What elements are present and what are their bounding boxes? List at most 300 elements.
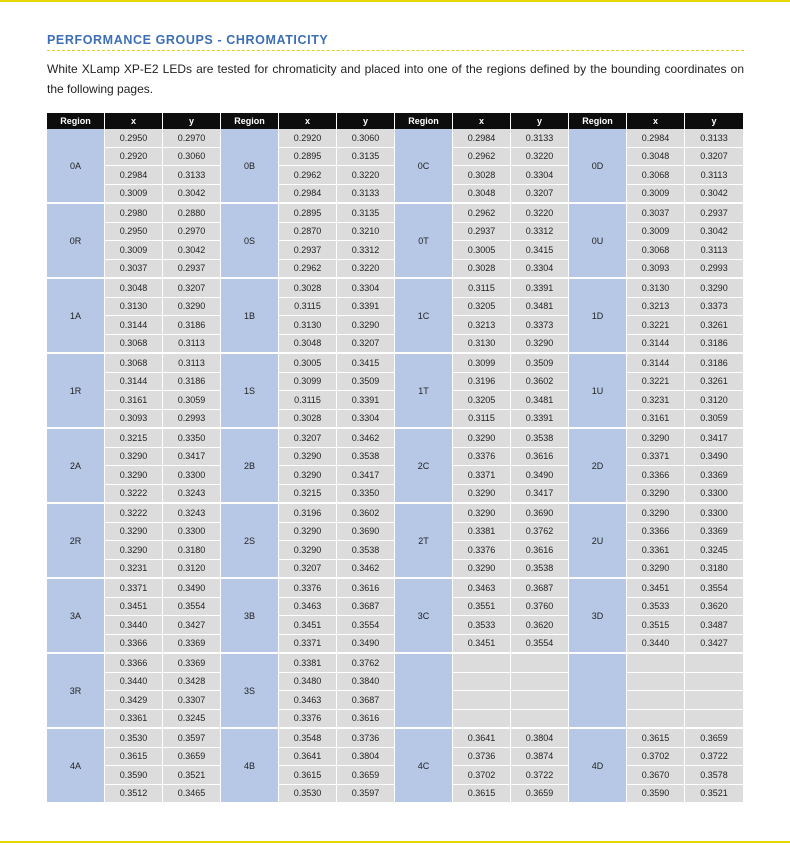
- y-value-cell: 0.3207: [685, 148, 744, 167]
- y-value-cell: 0.3290: [685, 279, 744, 298]
- y-value-cell: 0.3804: [511, 729, 569, 748]
- region-cell: 2U: [569, 504, 627, 579]
- x-value-cell: 0.2870: [279, 223, 337, 242]
- x-value-cell: 0.3366: [627, 466, 685, 485]
- y-value-cell: 0.3120: [163, 560, 221, 580]
- y-value-cell: 0.3602: [337, 504, 395, 523]
- x-value-cell: 0.3530: [105, 729, 163, 748]
- y-value-cell: 0.3312: [337, 241, 395, 260]
- y-value-cell: 0.3307: [163, 691, 221, 710]
- y-value-cell: 0.3135: [337, 204, 395, 223]
- x-value-cell: 0.3222: [105, 504, 163, 523]
- y-value-cell: 0.3133: [163, 166, 221, 185]
- x-value-cell: 0.3207: [279, 560, 337, 580]
- x-value-cell: 0.3068: [105, 354, 163, 373]
- y-value-cell: 0.3113: [163, 335, 221, 355]
- x-value-cell: [627, 710, 685, 730]
- x-value-cell: 0.3533: [453, 616, 511, 635]
- title-divider: [47, 50, 744, 51]
- x-value-cell: 0.3615: [105, 748, 163, 767]
- x-value-cell: 0.3290: [453, 485, 511, 505]
- x-value-cell: 0.3037: [105, 260, 163, 280]
- x-value-cell: 0.3215: [279, 485, 337, 505]
- region-cell: 2D: [569, 429, 627, 504]
- x-value-cell: 0.2962: [453, 204, 511, 223]
- y-value-cell: 0.2937: [685, 204, 744, 223]
- x-value-cell: 0.3130: [453, 335, 511, 355]
- y-value-cell: 0.3538: [511, 560, 569, 580]
- x-value-cell: 0.3144: [105, 373, 163, 392]
- y-value-cell: 0.3120: [685, 391, 744, 410]
- x-value-cell: 0.3048: [627, 148, 685, 167]
- x-value-cell: [453, 673, 511, 692]
- y-value-cell: 0.3659: [337, 766, 395, 785]
- y-value-cell: 0.3490: [337, 635, 395, 655]
- y-value-cell: 0.3616: [511, 541, 569, 560]
- y-value-cell: 0.3620: [511, 616, 569, 635]
- x-value-cell: 0.3009: [105, 241, 163, 260]
- y-header: y: [511, 113, 569, 129]
- y-value-cell: 0.3417: [337, 466, 395, 485]
- region-cell: 0R: [47, 204, 105, 279]
- region-cell: 1D: [569, 279, 627, 354]
- bottom-rule: [0, 841, 790, 843]
- y-value-cell: 0.3616: [511, 448, 569, 467]
- y-value-cell: 0.3462: [337, 560, 395, 580]
- y-header: y: [685, 113, 744, 129]
- y-value-cell: 0.2993: [685, 260, 744, 280]
- region-cell: 2C: [395, 429, 453, 504]
- table-row: [47, 204, 744, 223]
- y-value-cell: 0.3180: [163, 541, 221, 560]
- y-value-cell: 0.2970: [163, 129, 221, 148]
- y-value-cell: 0.3180: [685, 560, 744, 580]
- y-value-cell: 0.3042: [685, 223, 744, 242]
- y-value-cell: 0.3538: [511, 429, 569, 448]
- x-value-cell: 0.3231: [105, 560, 163, 580]
- y-value-cell: 0.2880: [163, 204, 221, 223]
- y-value-cell: 0.3060: [163, 148, 221, 167]
- region-cell: 3R: [47, 654, 105, 729]
- y-value-cell: 0.3135: [337, 148, 395, 167]
- y-value-cell: 0.3369: [685, 523, 744, 542]
- x-value-cell: 0.3615: [453, 785, 511, 805]
- y-value-cell: 0.3554: [685, 579, 744, 598]
- x-value-cell: 0.3371: [453, 466, 511, 485]
- y-value-cell: 0.3391: [337, 298, 395, 317]
- x-value-cell: 0.3290: [105, 541, 163, 560]
- x-value-cell: 0.3221: [627, 316, 685, 335]
- y-value-cell: 0.3554: [511, 635, 569, 655]
- y-value-cell: 0.3417: [163, 448, 221, 467]
- x-value-cell: 0.3205: [453, 298, 511, 317]
- region-cell: 0A: [47, 129, 105, 204]
- x-value-cell: 0.2950: [105, 129, 163, 148]
- y-value-cell: [511, 691, 569, 710]
- y-value-cell: 0.3554: [337, 616, 395, 635]
- x-value-cell: 0.3451: [453, 635, 511, 655]
- region-cell: 4C: [395, 729, 453, 804]
- x-value-cell: 0.2937: [453, 223, 511, 242]
- x-value-cell: 0.2984: [453, 129, 511, 148]
- y-header: y: [337, 113, 395, 129]
- table-row: [47, 579, 744, 598]
- x-value-cell: 0.3130: [105, 298, 163, 317]
- region-cell: 2S: [221, 504, 279, 579]
- y-value-cell: 0.2970: [163, 223, 221, 242]
- y-value-cell: 0.3554: [163, 598, 221, 617]
- region-cell: 0U: [569, 204, 627, 279]
- y-value-cell: 0.3186: [685, 354, 744, 373]
- y-value-cell: 0.3042: [685, 185, 744, 205]
- x-value-cell: 0.3451: [105, 598, 163, 617]
- x-value-cell: 0.3290: [627, 560, 685, 580]
- y-value-cell: 0.3245: [163, 710, 221, 730]
- y-value-cell: [511, 673, 569, 692]
- y-value-cell: 0.3840: [337, 673, 395, 692]
- y-value-cell: 0.3300: [685, 485, 744, 505]
- x-value-cell: 0.3028: [279, 279, 337, 298]
- y-value-cell: 0.3186: [163, 373, 221, 392]
- region-cell: 3A: [47, 579, 105, 654]
- region-cell: 4B: [221, 729, 279, 804]
- x-value-cell: 0.2937: [279, 241, 337, 260]
- y-value-cell: 0.3391: [337, 391, 395, 410]
- x-value-cell: 0.3099: [279, 373, 337, 392]
- x-value-cell: 0.2920: [105, 148, 163, 167]
- region-cell: [395, 654, 453, 729]
- table-row: [47, 354, 744, 373]
- y-value-cell: 0.3243: [163, 485, 221, 505]
- region-cell: 1S: [221, 354, 279, 429]
- y-value-cell: 0.3042: [163, 185, 221, 205]
- x-value-cell: 0.3161: [627, 410, 685, 430]
- x-value-cell: 0.3115: [453, 410, 511, 430]
- x-value-cell: 0.2984: [105, 166, 163, 185]
- y-value-cell: 0.3369: [163, 635, 221, 655]
- y-value-cell: 0.3762: [337, 654, 395, 673]
- y-value-cell: 0.3133: [511, 129, 569, 148]
- y-value-cell: 0.3760: [511, 598, 569, 617]
- x-value-cell: 0.3037: [627, 204, 685, 223]
- chromaticity-table: [47, 113, 744, 804]
- region-cell: 1R: [47, 354, 105, 429]
- x-value-cell: 0.3028: [453, 260, 511, 280]
- region-cell: 2A: [47, 429, 105, 504]
- x-value-cell: 0.3115: [453, 279, 511, 298]
- y-value-cell: 0.3391: [511, 279, 569, 298]
- x-value-cell: 0.3068: [627, 241, 685, 260]
- region-cell: 1T: [395, 354, 453, 429]
- y-value-cell: 0.3415: [511, 241, 569, 260]
- y-value-cell: 0.3220: [511, 148, 569, 167]
- x-value-cell: 0.3702: [453, 766, 511, 785]
- x-value-cell: 0.3048: [453, 185, 511, 205]
- region-header: Region: [47, 113, 105, 129]
- x-value-cell: 0.3196: [279, 504, 337, 523]
- region-cell: 0B: [221, 129, 279, 204]
- y-value-cell: 0.3616: [337, 710, 395, 730]
- y-value-cell: 0.3690: [511, 504, 569, 523]
- x-value-cell: 0.3028: [453, 166, 511, 185]
- y-value-cell: 0.3133: [685, 129, 744, 148]
- table-row: [47, 129, 744, 148]
- x-value-cell: 0.3290: [279, 541, 337, 560]
- y-value-cell: 0.3620: [685, 598, 744, 617]
- y-value-cell: 0.3113: [685, 241, 744, 260]
- region-cell: 3S: [221, 654, 279, 729]
- x-value-cell: [627, 654, 685, 673]
- region-cell: 3C: [395, 579, 453, 654]
- x-value-cell: 0.2920: [279, 129, 337, 148]
- y-value-cell: 0.3113: [685, 166, 744, 185]
- y-value-cell: 0.3207: [337, 335, 395, 355]
- x-value-cell: 0.3196: [453, 373, 511, 392]
- x-value-cell: 0.3366: [627, 523, 685, 542]
- y-value-cell: 0.3659: [685, 729, 744, 748]
- x-value-cell: 0.3215: [105, 429, 163, 448]
- table-row: [47, 429, 744, 448]
- y-value-cell: 0.3261: [685, 316, 744, 335]
- y-value-cell: 0.3207: [163, 279, 221, 298]
- x-value-cell: 0.3702: [627, 748, 685, 767]
- y-value-cell: 0.3597: [163, 729, 221, 748]
- y-value-cell: [511, 654, 569, 673]
- y-value-cell: 0.3427: [685, 635, 744, 655]
- x-value-cell: 0.2984: [627, 129, 685, 148]
- x-value-cell: 0.3130: [627, 279, 685, 298]
- y-value-cell: 0.3597: [337, 785, 395, 805]
- x-header: x: [627, 113, 685, 129]
- x-value-cell: 0.3463: [453, 579, 511, 598]
- x-value-cell: 0.3463: [279, 598, 337, 617]
- y-value-cell: 0.3538: [337, 448, 395, 467]
- y-value-cell: 0.2993: [163, 410, 221, 430]
- y-value-cell: 0.3417: [511, 485, 569, 505]
- x-value-cell: 0.3512: [105, 785, 163, 805]
- x-value-cell: 0.3115: [279, 298, 337, 317]
- y-value-cell: 0.3428: [163, 673, 221, 692]
- x-value-cell: 0.2962: [279, 260, 337, 280]
- x-value-cell: 0.3429: [105, 691, 163, 710]
- y-value-cell: 0.3462: [337, 429, 395, 448]
- x-value-cell: 0.3222: [105, 485, 163, 505]
- region-cell: 1B: [221, 279, 279, 354]
- region-cell: [569, 654, 627, 729]
- x-value-cell: 0.3590: [627, 785, 685, 805]
- region-cell: 1A: [47, 279, 105, 354]
- y-value-cell: 0.3059: [685, 410, 744, 430]
- x-value-cell: 0.3381: [279, 654, 337, 673]
- x-value-cell: 0.3144: [627, 354, 685, 373]
- y-value-cell: 0.3415: [337, 354, 395, 373]
- x-value-cell: 0.3641: [453, 729, 511, 748]
- y-value-cell: 0.3186: [163, 316, 221, 335]
- y-value-cell: 0.3487: [685, 616, 744, 635]
- x-value-cell: 0.3290: [279, 466, 337, 485]
- y-header: y: [163, 113, 221, 129]
- y-value-cell: 0.3521: [163, 766, 221, 785]
- x-value-cell: 0.3290: [105, 523, 163, 542]
- y-value-cell: 0.3245: [685, 541, 744, 560]
- x-value-cell: 0.3144: [105, 316, 163, 335]
- y-value-cell: 0.3659: [163, 748, 221, 767]
- region-cell: 2B: [221, 429, 279, 504]
- y-value-cell: 0.3042: [163, 241, 221, 260]
- y-value-cell: 0.3373: [685, 298, 744, 317]
- x-value-cell: 0.3009: [627, 185, 685, 205]
- y-value-cell: 0.3427: [163, 616, 221, 635]
- x-value-cell: 0.2980: [105, 204, 163, 223]
- x-value-cell: 0.3231: [627, 391, 685, 410]
- region-cell: 2R: [47, 504, 105, 579]
- y-value-cell: 0.3350: [337, 485, 395, 505]
- y-value-cell: 0.3113: [163, 354, 221, 373]
- x-value-cell: 0.3161: [105, 391, 163, 410]
- y-value-cell: 0.3659: [511, 785, 569, 805]
- y-value-cell: 0.3736: [337, 729, 395, 748]
- y-value-cell: 0.3186: [685, 335, 744, 355]
- region-cell: 0D: [569, 129, 627, 204]
- x-value-cell: 0.3615: [627, 729, 685, 748]
- x-value-cell: 0.3290: [627, 504, 685, 523]
- y-value-cell: 0.3373: [511, 316, 569, 335]
- x-value-cell: 0.3290: [627, 429, 685, 448]
- y-value-cell: [685, 710, 744, 730]
- section-title: PERFORMANCE GROUPS - CHROMATICITY: [47, 33, 329, 47]
- region-cell: 0T: [395, 204, 453, 279]
- y-value-cell: 0.3312: [511, 223, 569, 242]
- y-value-cell: 0.3060: [337, 129, 395, 148]
- x-value-cell: 0.3515: [627, 616, 685, 635]
- x-value-cell: 0.3530: [279, 785, 337, 805]
- y-value-cell: 0.3290: [163, 298, 221, 317]
- y-value-cell: 0.3509: [511, 354, 569, 373]
- region-cell: 3B: [221, 579, 279, 654]
- y-value-cell: 0.3602: [511, 373, 569, 392]
- region-cell: 2T: [395, 504, 453, 579]
- x-value-cell: 0.3440: [105, 616, 163, 635]
- x-value-cell: 0.3290: [453, 504, 511, 523]
- y-value-cell: 0.3261: [685, 373, 744, 392]
- y-value-cell: 0.3210: [337, 223, 395, 242]
- x-value-cell: [453, 654, 511, 673]
- x-value-cell: 0.3451: [627, 579, 685, 598]
- x-value-cell: 0.3548: [279, 729, 337, 748]
- x-value-cell: 0.3221: [627, 373, 685, 392]
- y-value-cell: 0.3300: [685, 504, 744, 523]
- y-value-cell: 0.3481: [511, 391, 569, 410]
- y-value-cell: 0.3490: [511, 466, 569, 485]
- y-value-cell: 0.3304: [511, 166, 569, 185]
- y-value-cell: 0.3578: [685, 766, 744, 785]
- y-value-cell: 0.3481: [511, 298, 569, 317]
- x-value-cell: 0.3028: [279, 410, 337, 430]
- x-value-cell: 0.2962: [279, 166, 337, 185]
- y-value-cell: 0.3722: [685, 748, 744, 767]
- y-value-cell: 0.3290: [337, 316, 395, 335]
- x-header: x: [105, 113, 163, 129]
- intro-paragraph: White XLamp XP-E2 LEDs are tested for chromaticity and placed into one of the regions defined by the bounding coordinates on the following pages.: [47, 62, 744, 96]
- x-value-cell: 0.3451: [279, 616, 337, 635]
- x-value-cell: 0.2950: [105, 223, 163, 242]
- x-value-cell: 0.3048: [105, 279, 163, 298]
- x-value-cell: [453, 710, 511, 730]
- x-value-cell: 0.3099: [453, 354, 511, 373]
- region-cell: 0S: [221, 204, 279, 279]
- x-header: x: [453, 113, 511, 129]
- region-header: Region: [569, 113, 627, 129]
- top-rule: [0, 0, 790, 2]
- y-value-cell: [685, 654, 744, 673]
- y-value-cell: 0.3369: [163, 654, 221, 673]
- y-value-cell: 0.3804: [337, 748, 395, 767]
- y-value-cell: 0.3207: [511, 185, 569, 205]
- x-value-cell: 0.3533: [627, 598, 685, 617]
- y-value-cell: 0.3687: [337, 598, 395, 617]
- x-value-cell: 0.3371: [627, 448, 685, 467]
- y-value-cell: 0.3243: [163, 504, 221, 523]
- y-value-cell: 0.3290: [511, 335, 569, 355]
- x-value-cell: 0.3480: [279, 673, 337, 692]
- y-value-cell: [511, 710, 569, 730]
- x-value-cell: 0.3376: [453, 541, 511, 560]
- x-value-cell: 0.3641: [279, 748, 337, 767]
- y-value-cell: 0.3220: [337, 166, 395, 185]
- table-row: [47, 504, 744, 523]
- x-value-cell: 0.3290: [453, 429, 511, 448]
- x-value-cell: 0.3361: [105, 710, 163, 730]
- x-value-cell: 0.2895: [279, 148, 337, 167]
- region-cell: 4D: [569, 729, 627, 804]
- x-value-cell: 0.3093: [105, 410, 163, 430]
- y-value-cell: 0.2937: [163, 260, 221, 280]
- x-value-cell: 0.3463: [279, 691, 337, 710]
- y-value-cell: 0.3220: [511, 204, 569, 223]
- y-value-cell: 0.3133: [337, 185, 395, 205]
- y-value-cell: 0.3690: [337, 523, 395, 542]
- y-value-cell: 0.3059: [163, 391, 221, 410]
- x-value-cell: 0.3361: [627, 541, 685, 560]
- x-value-cell: 0.3068: [627, 166, 685, 185]
- x-value-cell: 0.3115: [279, 391, 337, 410]
- x-value-cell: 0.3290: [279, 448, 337, 467]
- x-value-cell: 0.3376: [453, 448, 511, 467]
- y-value-cell: 0.3616: [337, 579, 395, 598]
- x-value-cell: 0.3290: [453, 560, 511, 580]
- region-cell: 0C: [395, 129, 453, 204]
- y-value-cell: 0.3220: [337, 260, 395, 280]
- region-header: Region: [395, 113, 453, 129]
- x-value-cell: 0.3670: [627, 766, 685, 785]
- y-value-cell: 0.3874: [511, 748, 569, 767]
- y-value-cell: 0.3687: [337, 691, 395, 710]
- x-value-cell: 0.3376: [279, 710, 337, 730]
- x-value-cell: 0.2984: [279, 185, 337, 205]
- y-value-cell: 0.3538: [337, 541, 395, 560]
- x-value-cell: 0.3009: [105, 185, 163, 205]
- y-value-cell: 0.3521: [685, 785, 744, 805]
- region-cell: 3D: [569, 579, 627, 654]
- region-cell: 1C: [395, 279, 453, 354]
- y-value-cell: [685, 691, 744, 710]
- y-value-cell: 0.3300: [163, 523, 221, 542]
- x-value-cell: [627, 673, 685, 692]
- x-value-cell: 0.3009: [627, 223, 685, 242]
- table-row: [47, 729, 744, 748]
- y-value-cell: 0.3490: [685, 448, 744, 467]
- x-value-cell: 0.3213: [453, 316, 511, 335]
